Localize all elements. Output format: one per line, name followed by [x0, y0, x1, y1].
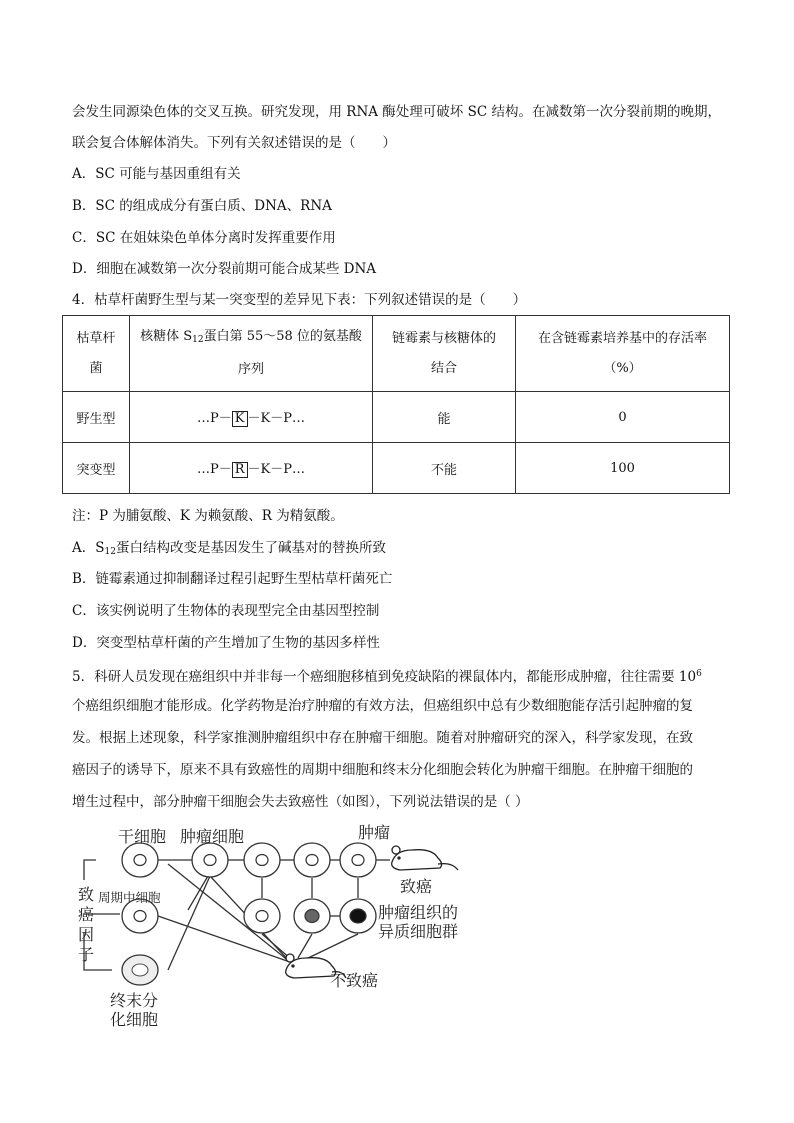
- tumor-cell-2: [244, 843, 280, 877]
- label-carcinogen-1: 致: [78, 885, 95, 904]
- q3-option-a: A．SC 可能与基因重组有关: [72, 166, 241, 182]
- hetero-cell-3: [340, 899, 376, 933]
- label-terminal-1: 终末分: [110, 991, 159, 1010]
- label-tumor: 肿瘤: [358, 823, 391, 842]
- table-row-mutant: [63, 443, 730, 494]
- tumor-cell-1: [192, 843, 228, 877]
- table-row-wild: [63, 392, 730, 443]
- label-terminal-2: 化细胞: [110, 1010, 159, 1029]
- boxed-residue: K: [232, 411, 248, 427]
- cells: [122, 843, 376, 985]
- cell-wild-rate: 0: [516, 392, 730, 443]
- hetero-cell-1: [244, 899, 280, 933]
- mouse-tumor-icon: [392, 846, 458, 870]
- q5-stem-line-3: 发。根据上述现象，科学家推测肿瘤组织中存在肿瘤干细胞。随着对肿瘤研究的深入，科学家发现，在致: [72, 730, 693, 746]
- cell-wild-name: 野生型: [63, 392, 130, 443]
- label-hetero-2: 异质细胞群: [378, 922, 459, 941]
- q3-stem-line-1: 会发生同源染色体的交叉互换。研究发现，用 RNA 酶处理可破坏 SC 结构。在减数第一次分裂前期的晚期，: [72, 104, 721, 120]
- q3-option-c: C．SC 在姐妹染色单体分离时发挥重要作用: [72, 230, 336, 246]
- header-bacteria: 枯草杆 菌: [63, 316, 130, 392]
- tumor-cell-4: [340, 843, 376, 877]
- q4-table: [62, 315, 730, 494]
- tumor-cell-3: [294, 843, 330, 877]
- hetero-cell-2: [294, 899, 330, 933]
- label-carcinogenic: 致癌: [400, 877, 433, 896]
- header-binding: 链霉素与核糖体的 结合: [373, 316, 516, 392]
- label-hetero-1: 肿瘤组织的: [378, 903, 459, 922]
- q3-stem-line-2: 联会复合体解体消失。下列有关叙述错误的是（ ）: [72, 135, 396, 151]
- q4-option-c: C．该实例说明了生物体的表现型完全由基因型控制: [72, 603, 380, 619]
- boxed-residue: R: [232, 462, 248, 478]
- q5-stem-line-1: 5．科研人员发现在癌组织中并非每一个癌细胞移植到免疫缺陷的裸鼠体内，都能形成肿瘤，往往需要 $10^6$: [72, 669, 702, 685]
- cell-mutant-seq: …P－ R －K－P…: [130, 443, 373, 494]
- label-carcinogen-3: 因: [78, 925, 95, 944]
- q4-option-b: B．链霉素通过抑制翻译过程引起野生型枯草杆菌死亡: [72, 571, 393, 587]
- q4-option-a: A．$S_{12}$蛋白结构改变是基因发生了碱基对的替换所致: [72, 540, 386, 557]
- cell-wild-seq: …P－ K －K－P…: [130, 392, 373, 443]
- cell-wild-bind: 能: [373, 392, 516, 443]
- q3-option-b: B．SC 的组成成分有蛋白质、DNA、RNA: [72, 198, 332, 214]
- label-non-carcinogenic: 不致癌: [330, 971, 379, 990]
- label-carcinogen-2: 癌: [78, 905, 95, 924]
- label-cycling-cell: 周期中细胞: [98, 890, 161, 905]
- q4-stem: 4．枯草杆菌野生型与某一突变型的差异见下表：下列叙述错误的是（ ）: [72, 292, 527, 308]
- header-survival: 在含链霉素培养基中的存活率 （%）: [516, 316, 730, 392]
- q5-stem-line-2: 个癌组织细胞才能形成。化学药物是治疗肿瘤的有效方法，但癌组织中总有少数细胞能存活引起肿瘤的复: [72, 698, 693, 714]
- q4-note: 注：P 为脯氨酸、K 为赖氨酸、R 为精氨酸。: [72, 508, 344, 524]
- stem-cell: [122, 843, 158, 877]
- label-carcinogen-4: 子: [78, 945, 95, 964]
- cell-mutant-name: 突变型: [63, 443, 130, 494]
- cell-mutant-bind: 不能: [373, 443, 516, 494]
- label-tumor-cell: 肿瘤细胞: [180, 827, 245, 846]
- q4-option-d: D．突变型枯草杆菌的产生增加了生物的基因多样性: [72, 635, 380, 651]
- table-header-row: [63, 316, 730, 392]
- label-stem-cell: 干细胞: [118, 827, 167, 846]
- cell-mutant-rate: 100: [516, 443, 730, 494]
- q3-option-d: D．细胞在减数第一次分裂前期可能合成某些 DNA: [72, 261, 376, 277]
- q5-stem-line-4: 癌因子的诱导下，原来不具有致癌性的周期中细胞和终末分化细胞会转化为肿瘤干细胞。在肿瘤干细胞的: [72, 762, 693, 778]
- header-sequence: 核糖体 $S_{12}$蛋白第 55～58 位的氨基酸 序列: [130, 316, 373, 392]
- terminal-cell: [122, 955, 158, 985]
- q5-stem-line-5: 增生过程中，部分肿瘤干细胞会失去致癌性（如图），下列说法错误的是（ ）: [72, 794, 529, 810]
- tumor-stem-cell-figure: [60, 820, 500, 1035]
